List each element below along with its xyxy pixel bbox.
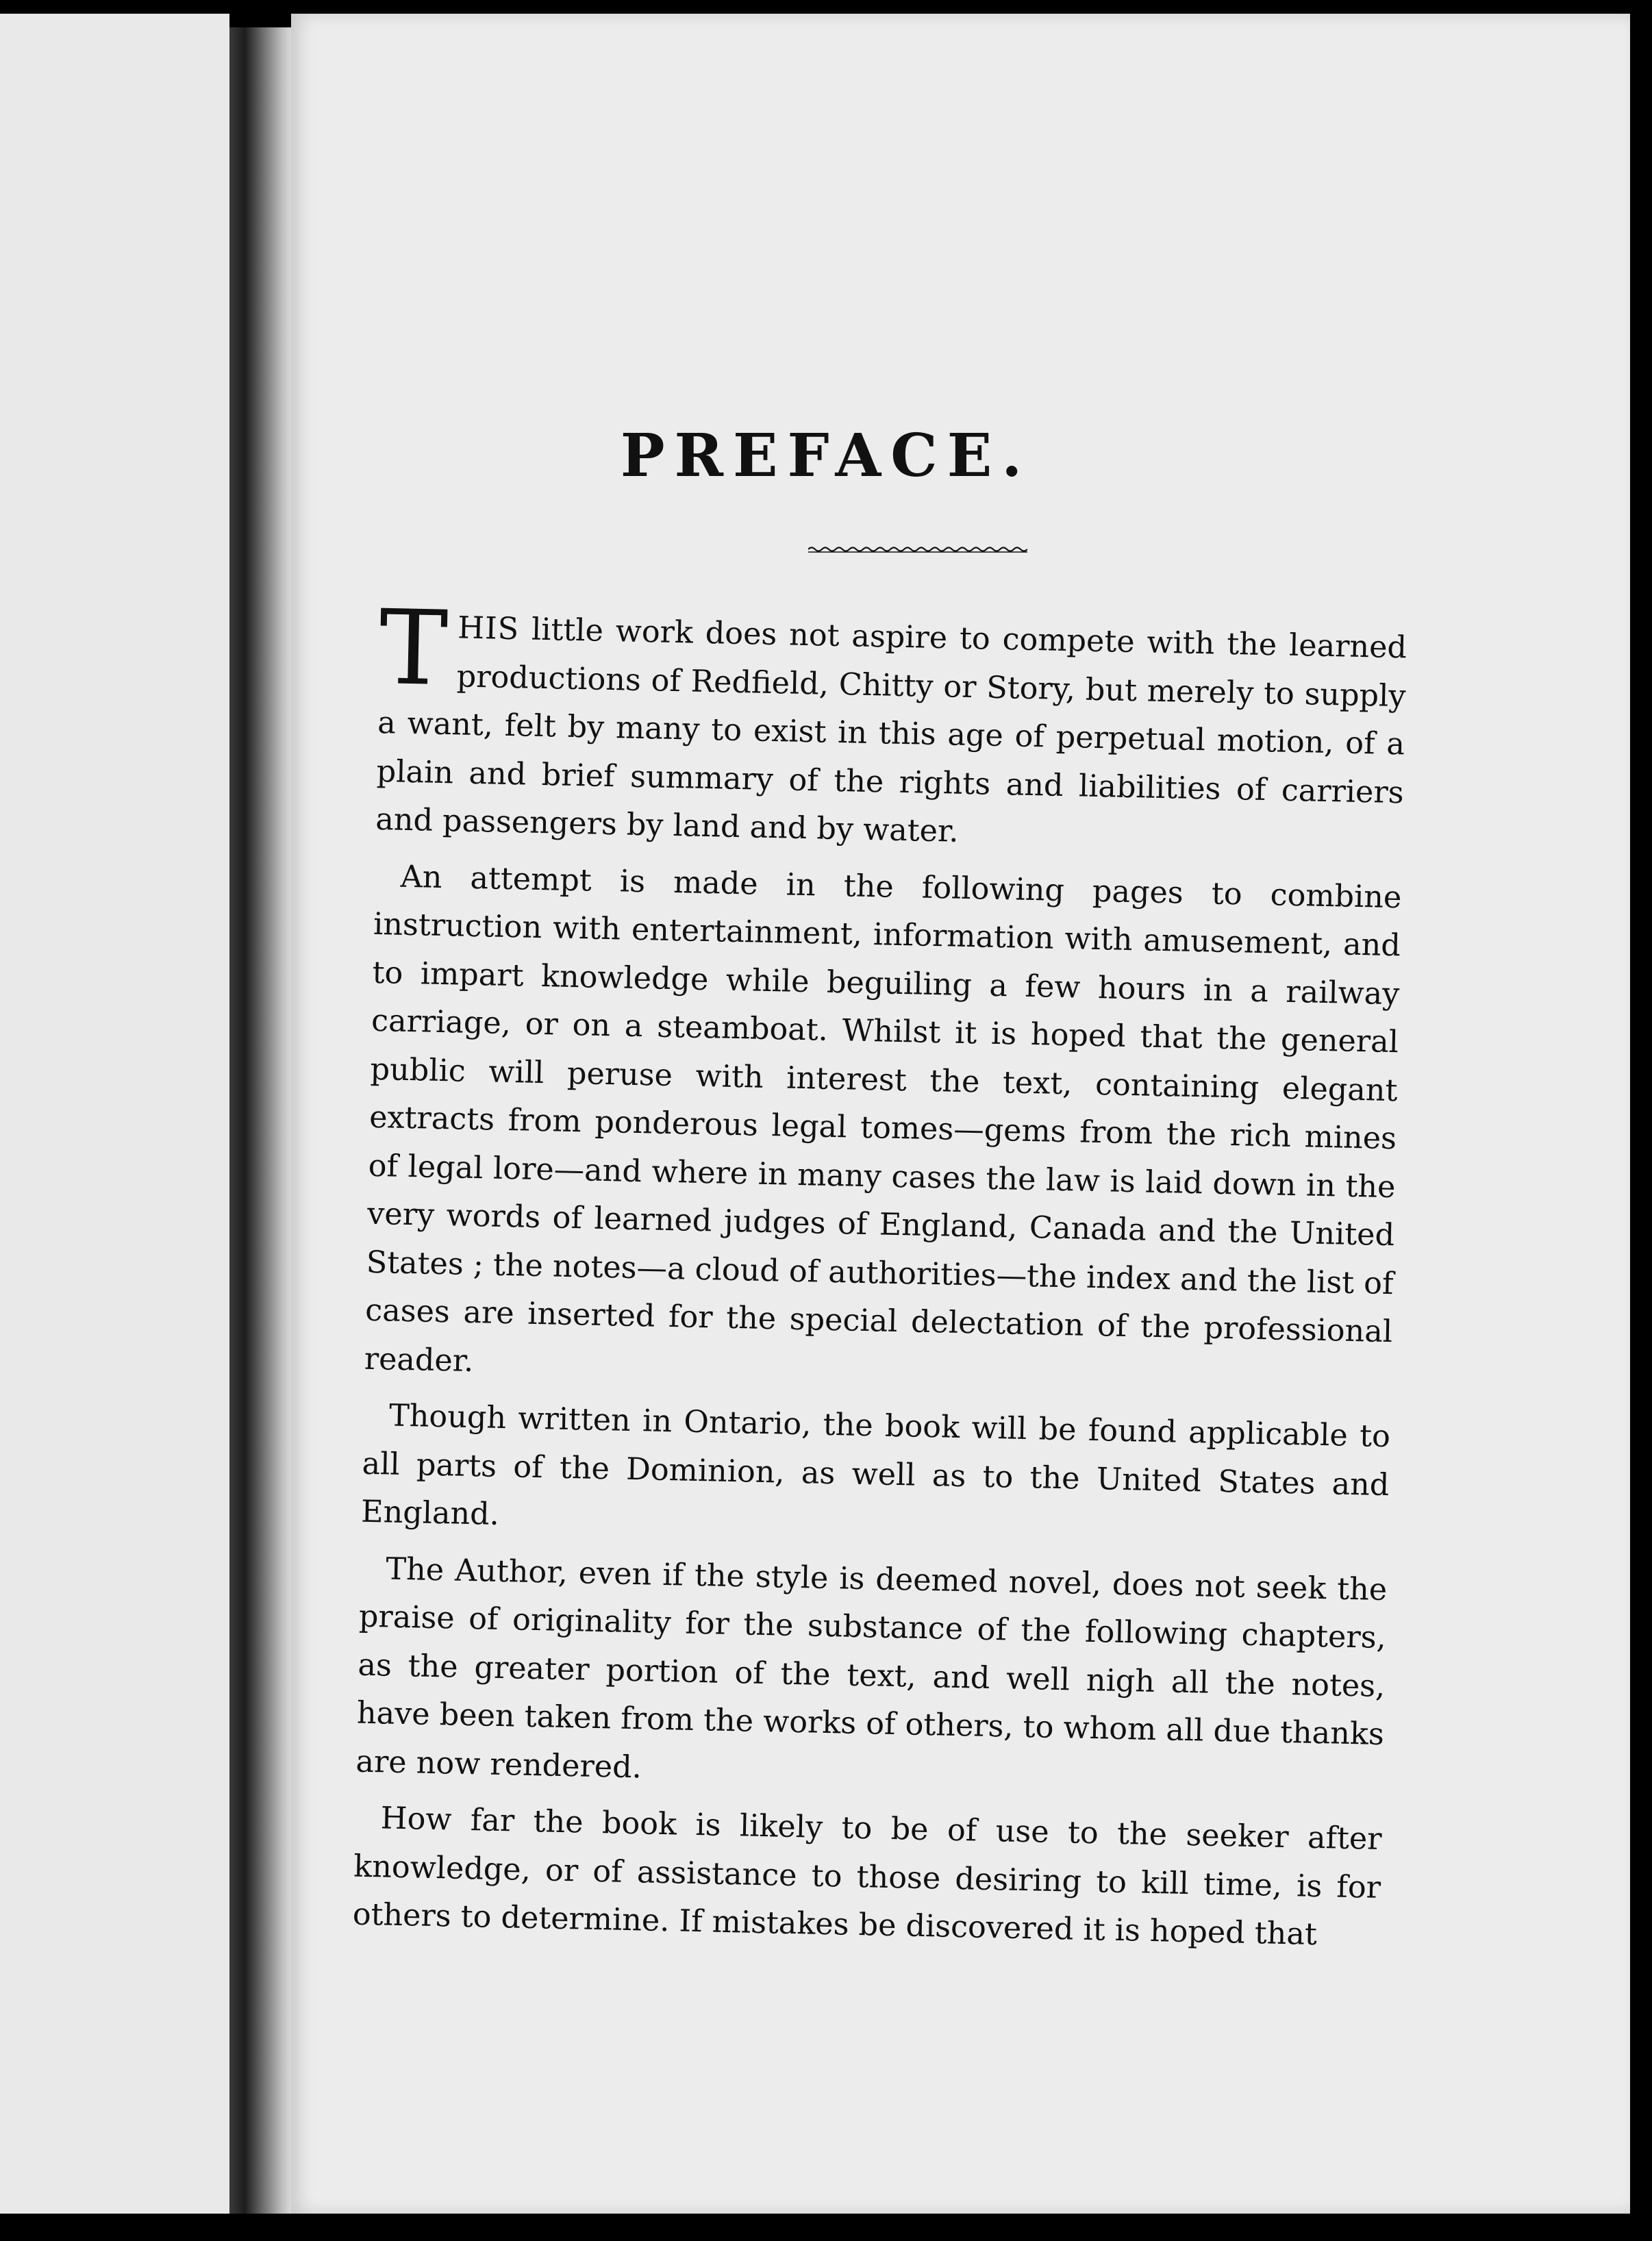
paragraph-text: little work does not aspire to compete with the learned productions of Redfield, Chitty or Story, but merely to supply a want, felt by many to exist in this age of perpetual motion, of a plain and brief summary of the rights and liabilities of carriers and passengers by land and by water. [375,612,1407,849]
paragraph-3: Though written in Ontario, the book will be found applicable to all parts of the Dominion, as well as to the United States and England. [360,1398,1391,1532]
paragraph-5: How far the book is likely to be of use to the seeker after knowledge, or of assistance to those desiring to kill time, is for others to determine. If mistakes be discovered it is hoped that [352,1801,1383,1953]
paragraph-4: The Author, even if the style is deemed novel, does not seek the praise of originality for the substance of the following chapters, as the greater portion of the text, and well nigh all the notes, have been taken from the works of others, to whom all due thanks are now rendered. [355,1551,1388,1785]
paragraph-1 [375,588,1407,866]
title-ornament-rule [808,544,1027,554]
drop-cap: T [377,588,449,710]
facing-page [0,14,229,2214]
preface-body [352,588,1407,1968]
lead-word: HIS [457,610,520,647]
page-title: PREFACE. [620,421,1032,490]
paragraph-2: An attempt is made in the following pages to combine instruction with entertainment, information with amusement, and to impart knowledge while beguiling a few hours in a railway carriage, or on a steamboat. Whilst it is hoped that the general public will peruse with interest the text, containing elegant extracts from ponderous legal tomes—gems from the rich mines of legal lore—and where in many cases the law is laid down in the very words of learned judges of England, Canada and the United States ; the notes—a cloud of authorities—the index and the list of cases are inserted for the special delectation of the professional reader. [364,859,1402,1379]
binding-gutter [229,27,291,2214]
